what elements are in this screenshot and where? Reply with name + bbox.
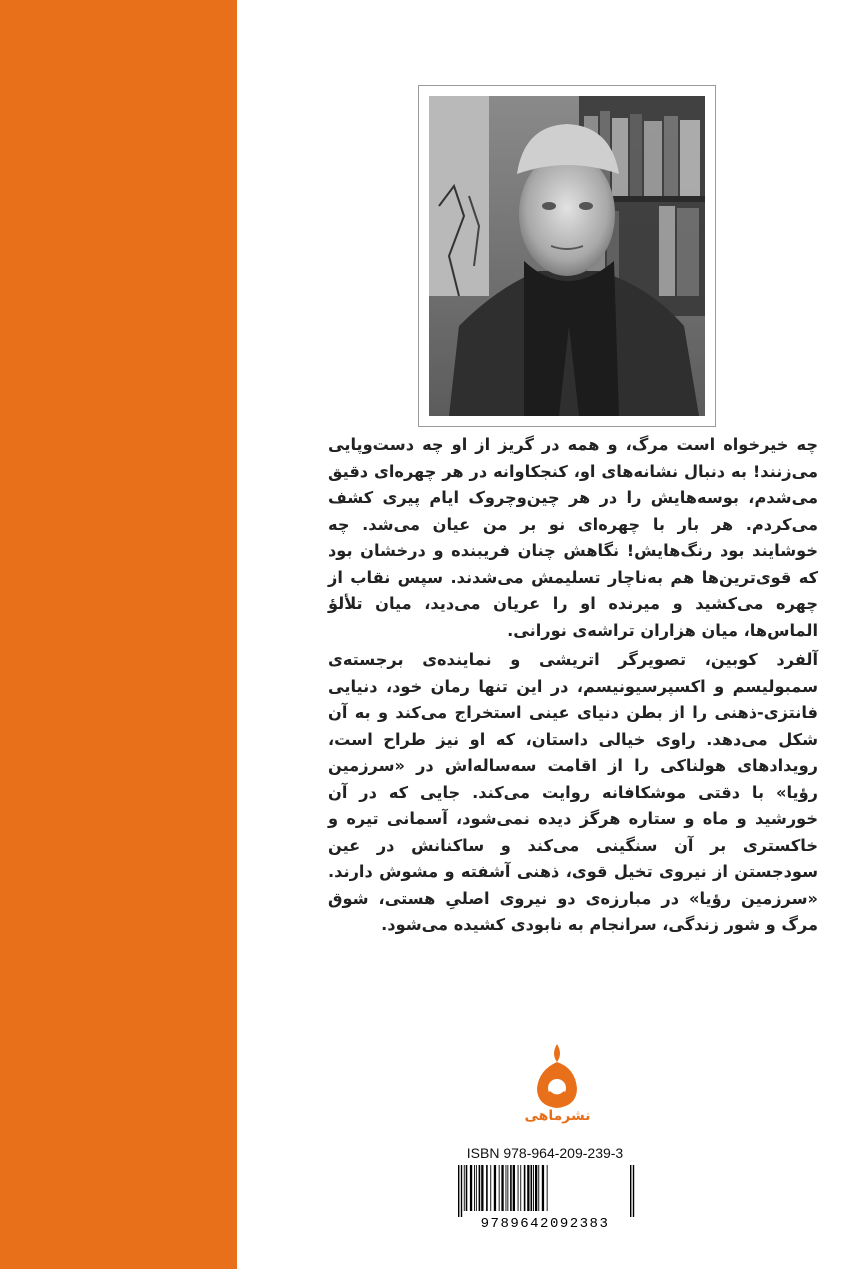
barcode-digits: 9789642092383: [480, 1216, 610, 1229]
description-paragraph-2: آلفرد کوبین، تصویرگر اتریشی و نماینده‌ی برجسته‌ی سمبولیسم و اکسپرسیونیسم، در این تنها رمان خود، دنیایی فانتزی-ذهنی را از بطن دنیای عینی استخراج می‌کند و به آن شکل می‌دهد. راوی خیالی داستان، که او نیز طراح است، رویدادهای هولناکی را از اقامت سه‌ساله‌اش در «سرزمین رؤیا» با دقتی موشکافانه روایت می‌کند. جایی که در آن خورشید و ماه و ستاره هرگز دیده نمی‌شود، آسمانی تیره و خاکستری بر آن سنگینی می‌کند و ساکنانش در عین سودجستن از نیروی تخیل قوی، ذهنی آشفته و مشوش دارند. «سرزمین رؤیا» در مبارزه‌ی دو نیروی اصلیِ هستی، شوق مرگ و شور زندگی، سرانجام به نابودی کشیده می‌شود.: [328, 650, 818, 934]
barcode-bar: [513, 1165, 515, 1211]
barcode-bar: [464, 1165, 465, 1211]
barcode-bar: [461, 1165, 462, 1217]
description-paragraph-1: چه خیرخواه است مرگ، و همه در گریز از او چه دست‌وپایی می‌زنند! به دنبال نشانه‌های او، کنجکاوانه در هر چهره‌ای دقیق می‌شدم، بوسه‌هایش را در هر چین‌وچروک ایام پیری کشف می‌کردم. هر بار با چهره‌ای نو بر من عیان می‌شد. چه خوشایند بود رنگ‌هایش! نگاهش چنان فریبنده و درخشان بود که قوی‌ترین‌ها هم به‌ناچار تسلیمش می‌شدند. سپس نقاب از چهره می‌کشید و میرنده او را عریان می‌دید، میان تلألؤ الماس‌ها، میان هزاران تراشه‌ی نورانی.: [328, 435, 818, 640]
orange-spine: [0, 0, 237, 1269]
barcode-bar: [499, 1165, 500, 1211]
barcode-bar: [470, 1165, 472, 1211]
barcode-bar: [520, 1165, 521, 1211]
isbn-label: ISBN 978-964-209-239-3: [466, 1145, 624, 1161]
author-photo: [429, 96, 705, 416]
author-photo-frame: [418, 85, 716, 427]
barcode-bar: [533, 1165, 534, 1211]
publisher-name: نشرماهی: [524, 1108, 591, 1124]
barcode-bar: [633, 1165, 634, 1217]
barcode-bar: [527, 1165, 529, 1211]
barcode-bar: [476, 1165, 477, 1211]
barcode-bar: [481, 1165, 483, 1211]
barcode-bar: [524, 1165, 526, 1211]
barcode-bar: [501, 1165, 503, 1211]
barcode-bar: [510, 1165, 512, 1211]
barcode-bar: [494, 1165, 496, 1211]
barcode-bar: [466, 1165, 468, 1211]
barcode-bar: [458, 1165, 459, 1217]
barcode-bar: [506, 1165, 507, 1211]
publisher-logo-icon: [527, 1040, 587, 1112]
barcode-bar: [507, 1165, 508, 1211]
barcode-bar: [535, 1165, 537, 1211]
barcode-bar: [547, 1165, 548, 1211]
barcode-bar: [630, 1165, 631, 1217]
barcode-bar: [538, 1165, 539, 1211]
barcode-bar: [474, 1165, 475, 1211]
barcode-bar: [542, 1165, 544, 1211]
barcode-bar: [479, 1165, 481, 1211]
barcode-bar: [518, 1165, 519, 1211]
barcode-bar: [531, 1165, 533, 1211]
isbn-barcode: [452, 1165, 638, 1229]
barcode-bar: [486, 1165, 488, 1211]
barcode-bar: [490, 1165, 491, 1211]
